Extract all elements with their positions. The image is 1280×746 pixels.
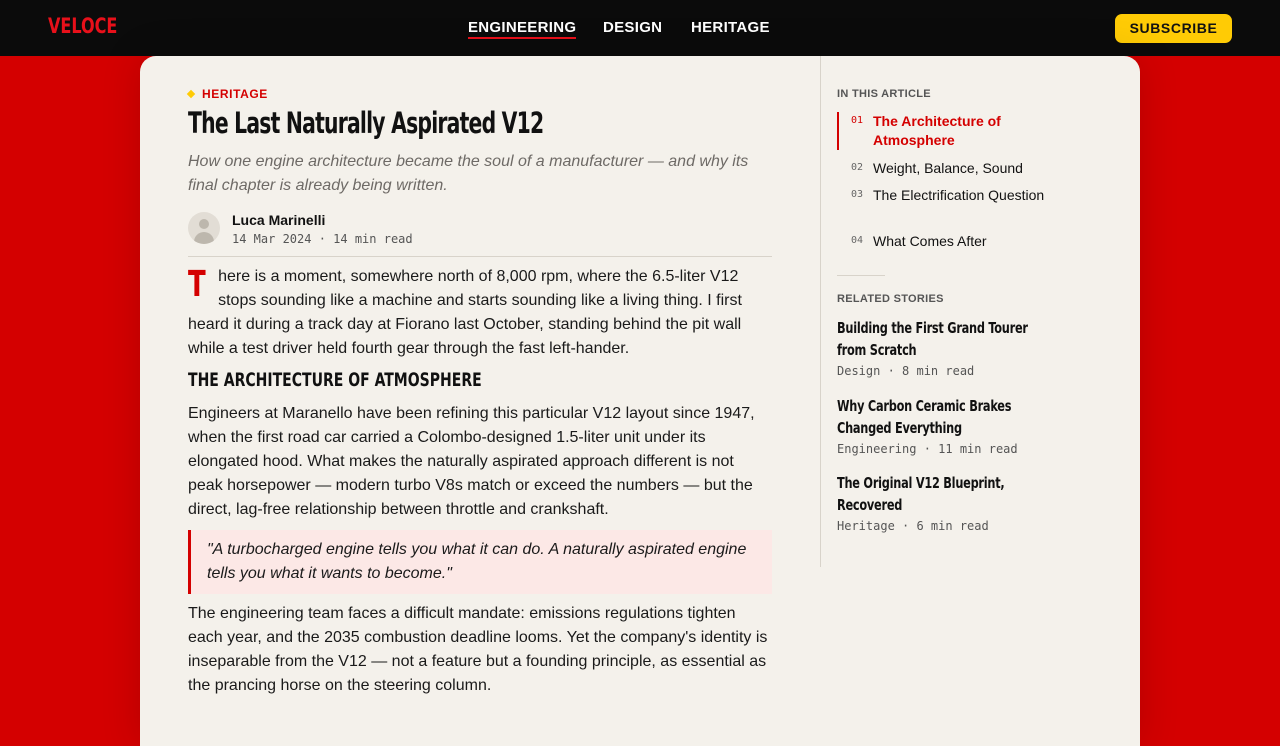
related-story[interactable] — [837, 472, 1057, 533]
body-paragraph: The engineering team faces a difficult mandate: emissions regulations tighten each year, and the 2035 combustion deadline looms. Yet the company's identity is inseparable from the V12 — not a feature but a founding principle, as essential as the prancing horse on the steering column. — [188, 605, 768, 694]
avatar[interactable] — [188, 212, 220, 244]
story-meta: Design · 8 min read — [837, 364, 975, 378]
toc-item-weight[interactable] — [837, 159, 1037, 178]
article-kicker[interactable] — [188, 87, 268, 101]
toc-label: Weight, Balance, Sound — [873, 160, 1023, 176]
article-card — [140, 56, 1140, 746]
story-meta: Engineering · 11 min read — [837, 442, 1018, 456]
toc-number: 04 — [851, 235, 864, 246]
intro-paragraph — [188, 265, 772, 361]
toc-label: What Comes After — [873, 233, 987, 249]
nav-heritage[interactable]: HERITAGE — [691, 19, 770, 36]
intro-text: here is a moment, somewhere north of 8,000 rpm, where the 6.5-liter V12 stops sounding like a machine and starts sounding like a living thing. I first heard it during a track day at Fiorano last October, standing behind the pit wall while a test driver held fourth gear through the fast left-hander. — [188, 268, 742, 357]
nav-design[interactable]: DESIGN — [603, 19, 663, 36]
toc-number: 02 — [851, 162, 864, 173]
article-intro — [188, 265, 772, 361]
author-meta: 14 Mar 2024 · 14 min read — [232, 232, 413, 246]
article-dek: How one engine architecture became the soul of a manufacturer — and why its final chapter is already being written. — [188, 153, 749, 194]
kicker-label: HERITAGE — [202, 87, 268, 101]
toc-item-architecture[interactable] — [837, 112, 1039, 150]
body-paragraph: Engineers at Maranello have been refining this particular V12 layout since 1947, when the first road car carried a Colombo-designed 1.5-liter unit under its elongated hood. What makes the naturally aspirated approach different is not peak horsepower — modern turbo V8s match or exceed the numbers — but the direct, lag-free relationship between throttle and crankshaft. — [188, 405, 755, 518]
toc-heading: IN THIS ARTICLE — [837, 88, 931, 100]
brand-logo[interactable]: VELOCE — [48, 14, 118, 38]
related-heading: RELATED STORIES — [837, 293, 944, 305]
subscribe-button[interactable]: SUBSCRIBE — [1115, 14, 1232, 43]
top-navigation-bar — [0, 0, 1280, 56]
related-story[interactable] — [837, 395, 1057, 456]
pull-quote: "A turbocharged engine tells you what it can do. A naturally aspirated engine tells you what it wants to become." — [188, 530, 772, 594]
user-icon — [199, 219, 209, 229]
story-title: Why Carbon Ceramic Brakes Changed Everything — [837, 397, 1012, 437]
drop-cap: T — [188, 264, 206, 305]
divider — [837, 275, 885, 276]
author-name[interactable]: Luca Marinelli — [232, 212, 326, 228]
story-meta: Heritage · 6 min read — [837, 519, 989, 533]
divider — [188, 256, 772, 257]
article-title: The Last Naturally Aspirated V12 — [188, 106, 544, 140]
article-sidebar — [820, 56, 1141, 567]
toc-item-what-comes-after[interactable] — [837, 232, 1037, 251]
toc-label: The Electrification Question — [873, 187, 1045, 203]
story-title: Building the First Grand Tourer from Scratch — [837, 319, 1028, 359]
toc-label: The Architecture of Atmosphere — [873, 113, 1001, 148]
section-heading: THE ARCHITECTURE OF ATMOSPHERE — [188, 369, 482, 391]
toc-number: 01 — [851, 115, 864, 126]
main-nav — [0, 0, 1280, 56]
toc-item-electrification[interactable] — [837, 186, 1045, 224]
toc-number: 03 — [851, 189, 864, 200]
related-story[interactable] — [837, 317, 1057, 378]
diamond-icon — [187, 90, 195, 98]
story-title: The Original V12 Blueprint, Recovered — [837, 474, 1005, 514]
nav-engineering[interactable]: ENGINEERING — [468, 19, 576, 39]
